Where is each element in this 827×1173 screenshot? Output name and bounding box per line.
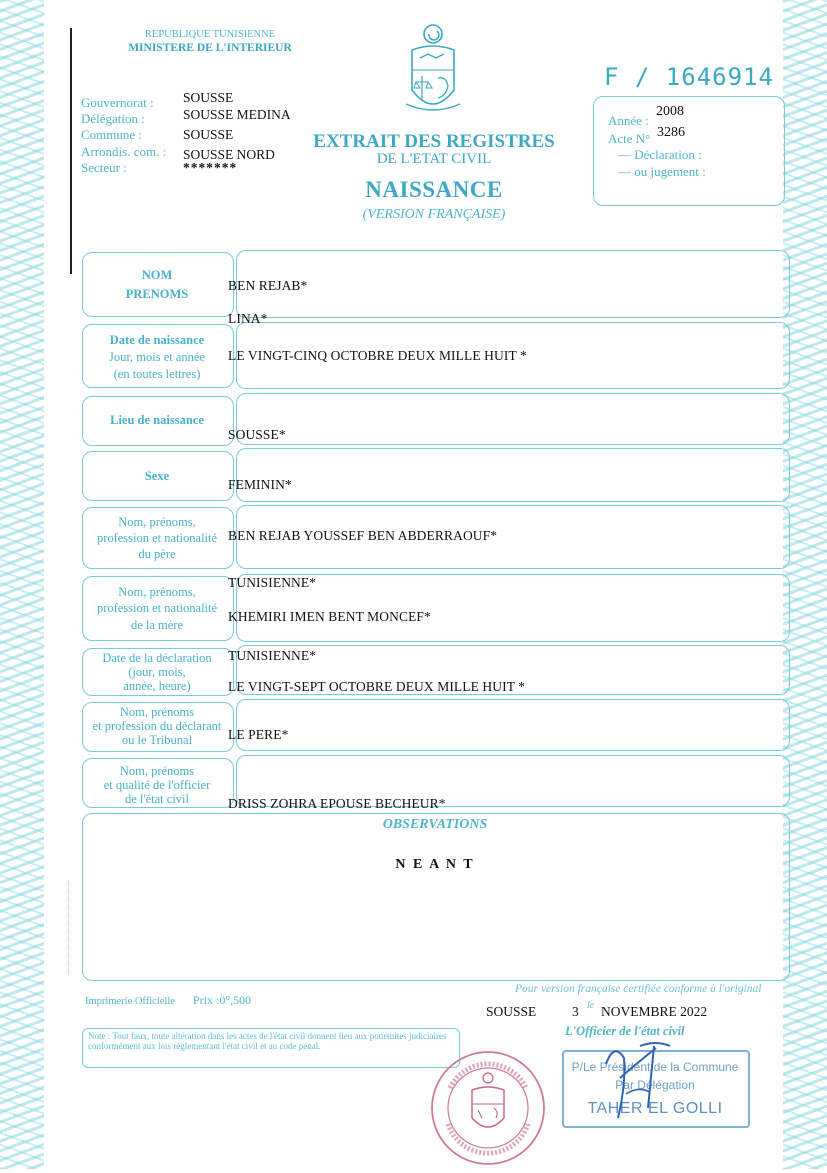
declaration-date-value: LE VINGT-SEPT OCTOBRE DEUX MILLE HUIT * [228,679,526,694]
acte-number-value: 3286 [657,125,685,140]
lieu-value-box [236,393,790,445]
date-naissance-label: Date de naissance [109,333,205,347]
ministry-title: MINISTERE DE L'INTERIEUR [128,42,292,54]
stamp-officer-name: TAHER EL GOLLI [587,1100,723,1117]
sexe-value-box [236,448,790,502]
republic-title: REPUBLIQUE TUNISIENNE [144,29,276,40]
issue-month-year: NOVEMBRE 2022 [601,1004,708,1019]
declaration-label: — Déclaration : [618,147,702,162]
mere-nationalite-value: TUNISIENNE* [228,648,317,663]
pere-nationalite-value: TUNISIENNE* [228,575,317,590]
gouvernorat-value: SOUSSE [183,90,234,105]
issue-place: SOUSSE [486,1004,537,1019]
arrondissement-value: SOUSSE NORD [183,147,275,162]
pere-value: BEN REJAB YOUSSEF BEN ABDERRAOUF* [228,528,498,543]
imprimerie-label: Imprimerie Officielle [85,996,175,1007]
sexe-label: Sexe [144,469,170,483]
prenoms-label: PRENOMS [125,287,189,301]
commune-label: Commune : [81,127,143,142]
certification-label: Pour version française certifiée conforme à l'original [515,983,762,995]
registry-subtitle: DE L'ETAT CIVIL [376,151,492,167]
declarant-value: LE PERE* [228,727,289,742]
date-naissance-value: LE VINGT-CINQ OCTOBRE DEUX MILLE HUIT * [228,348,527,363]
stamp-line-1: P/Le Président de la Commune [571,1060,739,1074]
date-naissance-sub2: (en toutes lettres) [113,367,201,381]
pere-label-2: profession et nationalité [96,531,218,545]
prix-label: Prix :0°,500 [193,993,252,1007]
issue-le: le [587,1000,595,1011]
declarant-label-2: et profession du déclarant [92,719,222,733]
mere-label-1: Nom, prénoms, [118,585,196,599]
commune-value: SOUSSE [183,127,234,142]
binding-line [70,28,72,274]
officier-label-2: et qualité de l'officier [103,778,211,792]
nom-value-box [236,250,790,318]
officier-label-3: de l'état civil [124,792,190,806]
secteur-value: ******* [183,160,238,175]
signature-icon [596,1034,676,1124]
mere-label-3: de la mère [130,618,184,632]
registry-title: EXTRAIT DES REGISTRES [313,131,555,152]
coat-of-arms-icon [400,20,466,122]
version-subtitle: (VERSION FRANÇAISE) [362,207,506,222]
annee-label: Année : [608,113,649,128]
declarant-value-box [236,699,790,751]
secteur-label: Secteur : [81,160,127,175]
declarant-label-3: ou le Tribunal [121,733,193,747]
nom-label-box [82,252,234,317]
stamp-line-2: Par Délégation [615,1078,695,1092]
jugement-label: — ou jugement : [618,164,706,179]
margin-print [68,880,73,975]
lieu-naissance-label: Lieu de naissance [110,413,204,427]
declaration-date-label-1: Date de la déclaration [102,651,212,665]
lieu-naissance-value: SOUSSE* [228,427,286,442]
pere-label-3: du père [138,547,176,561]
left-guilloche-border [0,0,44,1169]
pere-label-1: Nom, prénoms, [118,515,196,529]
gouvernorat-label: Gouvernorat : [81,95,154,110]
legal-note: Note : Tout faux, toute altération dans les actes de l'état civil donnent lieu aux poursuites judiciaires conformément aux lois réglementant l'état civil et au code pénal. [88,1031,447,1051]
delegation-value: SOUSSE MEDINA [183,107,291,122]
declarant-label-1: Nom, prénoms [119,705,195,719]
sexe-value: FEMININ* [228,477,292,492]
mere-value-box [236,574,790,642]
serial-number: F / 1646914 [604,63,774,91]
prenom-value: LINA* [228,311,268,326]
declaration-date-label-3: année, heure) [123,679,191,693]
observations-value: N E A N T [395,857,475,872]
issue-day: 3 [572,1004,579,1019]
observations-label: OBSERVATIONS [382,817,488,832]
arrondissement-label: Arrondis. com. : [81,144,167,159]
acte-number-label: Acte N° [608,131,651,146]
nom-value: BEN REJAB* [228,278,308,293]
observations-box [82,813,790,981]
officier-value: DRISS ZOHRA EPOUSE BECHEUR* [228,796,446,811]
annee-value: 2008 [656,104,684,119]
declaration-date-label-2: (jour, mois, [128,665,186,679]
delegation-label: Délégation : [81,111,145,126]
mere-label-2: profession et nationalité [96,601,218,615]
municipal-seal-icon [428,1048,548,1168]
document-type-title: NAISSANCE [365,177,503,202]
officer-title: L'Officier de l'état civil [565,1024,685,1038]
date-naissance-sub1: Jour, mois et année [108,350,205,364]
mere-value: KHEMIRI IMEN BENT MONCEF* [228,609,431,624]
officier-label-1: Nom, prénoms [119,764,195,778]
nom-label: NOM [141,268,173,282]
